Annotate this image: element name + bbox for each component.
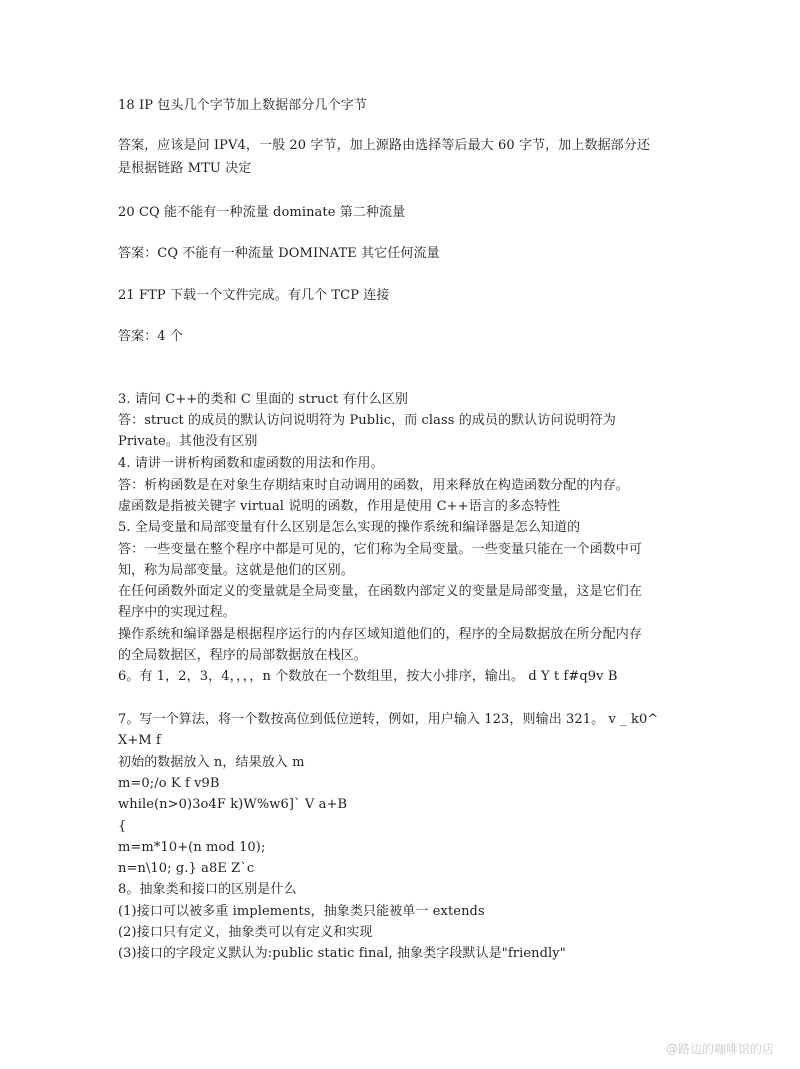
answer-3-line-2: Private。其他没有区别 — [118, 434, 258, 449]
question-3: 3. 请问 C++的类和 C 里面的 struct 有什么区别 — [118, 392, 408, 407]
answer-8-item-3: (3)接口的字段定义默认为:public static final, 抽象类字段默认是"friendly" — [118, 946, 566, 961]
answer-5-line-6: 的全局数据区，程序的局部数据放在栈区。 — [118, 648, 367, 663]
answer-5-line-2: 知，称为局部变量。这就是他们的区别。 — [118, 563, 354, 578]
answer-21: 答案：4 个 — [118, 329, 184, 344]
code-line-3: while(n>0)3o4F k)W%w6]` V a+B — [118, 797, 348, 812]
question-6: 6。有 1，2，3，4，，，，n 个数放在一个数组里，按大小排序，输出。 d Y t f#q9v B — [118, 669, 618, 684]
answer-5-line-1: 答：一些变量在整个程序中都是可见的，它们称为全局变量。一些变量只能在一个函数中可 — [118, 542, 643, 557]
code-line-6: n=n\10; g.} a8E Z`c — [118, 861, 255, 876]
answer-18-line-2: 是根据链路 MTU 决定 — [118, 161, 252, 176]
answer-3-line-1: 答：struct 的成员的默认访问说明符为 Public，而 class 的成员的默认访问说明符为 — [118, 413, 616, 428]
answer-4-line-1: 答：析构函数是在对象生存期结束时自动调用的函数，用来释放在构造函数分配的内存。 — [118, 478, 629, 493]
question-18: 18 IP 包头几个字节加上数据部分几个字节 — [118, 98, 367, 113]
watermark-text: @路边的咖啡馆的店 — [665, 1042, 774, 1056]
answer-5-line-5: 操作系统和编译器是根据程序运行的内存区域知道他们的，程序的全局数据放在所分配内存 — [118, 627, 643, 642]
answer-8-item-2: (2)接口只有定义，抽象类可以有定义和实现 — [118, 925, 373, 940]
question-4: 4. 请讲一讲析构函数和虚函数的用法和作用。 — [118, 456, 384, 471]
answer-20: 答案：CQ 不能有一种流量 DOMINATE 其它任何流量 — [118, 246, 440, 261]
answer-4-line-2: 虚函数是指被关键字 virtual 说明的函数，作用是使用 C++语言的多态特性 — [118, 499, 561, 514]
question-5: 5. 全局变量和局部变量有什么区别是怎么实现的操作系统和编译器是怎么知道的 — [118, 520, 581, 535]
question-7-cont: X+M f — [118, 733, 161, 748]
question-7: 7。写一个算法，将一个数按高位到低位逆转，例如，用户输入 123，则输出 321。 v _ k0^ — [118, 712, 659, 727]
answer-18-line-1: 答案，应该是问 IPV4，一般 20 字节，加上源路由选择等后最大 60 字节，加上数据部分还 — [118, 138, 650, 153]
answer-8-item-1: (1)接口可以被多重 implements，抽象类只能被单一 extends — [118, 904, 485, 919]
question-20: 20 CQ 能不能有一种流量 dominate 第二种流量 — [118, 205, 406, 220]
code-line-1: 初始的数据放入 n，结果放入 m — [118, 755, 305, 770]
question-8: 8。抽象类和接口的区别是什么 — [118, 882, 297, 897]
answer-5-line-4: 程序中的实现过程。 — [118, 605, 236, 620]
question-21: 21 FTP 下载一个文件完成。有几个 TCP 连接 — [118, 288, 390, 303]
code-line-4: { — [118, 819, 127, 834]
code-line-2: m=0;/o K f v9B — [118, 776, 220, 791]
answer-5-line-3: 在任何函数外面定义的变量就是全局变量，在函数内部定义的变量是局部变量，这是它们在 — [118, 584, 643, 599]
code-line-5: m=m*10+(n mod 10); — [118, 840, 266, 855]
